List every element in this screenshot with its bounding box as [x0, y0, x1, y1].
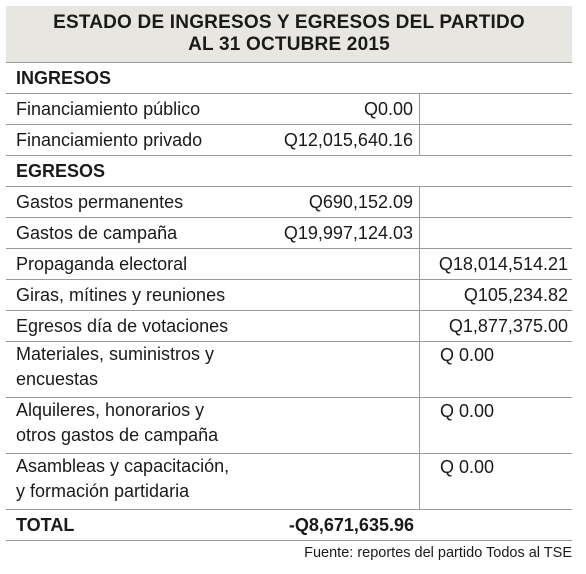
row-detail: Q 0.00 [440, 401, 495, 421]
row-detail: Q 0.00 [440, 345, 495, 365]
row-label-line-1: Materiales, suministros y [16, 344, 215, 364]
table-row [6, 249, 572, 280]
row-label-line-1: Asambleas y capacitación, [16, 456, 230, 476]
row-label-line-1: Alquileres, honorarios y [16, 400, 205, 420]
total-label: TOTAL [16, 514, 75, 535]
row-label [6, 454, 270, 509]
total-row [6, 510, 572, 541]
row-label-line-2: y formación partidaria [16, 481, 190, 501]
section-header-ingresos: INGRESOS [6, 63, 572, 94]
row-subtotal [270, 311, 420, 341]
total-right-cell [420, 510, 572, 540]
row-label [6, 342, 270, 397]
source-note: Fuente: reportes del partido Todos al TSE [304, 545, 572, 561]
row-label: Giras, mítines y reuniones [16, 285, 226, 305]
table-row [6, 218, 572, 249]
total-value: -Q8,671,635.96 [288, 514, 414, 535]
row-label: Gastos permanentes [16, 192, 184, 212]
row-detail [420, 125, 572, 155]
row-detail: Q18,014,514.21 [438, 253, 568, 274]
table-row [6, 398, 572, 454]
row-detail: Q105,234.82 [463, 284, 568, 305]
row-subtotal [270, 454, 420, 509]
row-subtotal: Q0.00 [270, 94, 420, 124]
financial-statement-table [6, 6, 572, 561]
row-label-line-2: encuestas [16, 369, 99, 389]
section-header-egresos: EGRESOS [6, 156, 572, 187]
title-line-1: ESTADO DE INGRESOS Y EGRESOS DEL PARTIDO [53, 12, 525, 33]
table-row [6, 187, 572, 218]
row-subtotal: Q19,997,124.03 [270, 218, 420, 248]
row-detail [420, 94, 572, 124]
row-label: Financiamiento privado [16, 130, 203, 150]
table-row [6, 280, 572, 311]
row-detail [420, 187, 572, 217]
row-subtotal [270, 398, 420, 453]
row-label: Egresos día de votaciones [16, 316, 229, 336]
table-row [6, 454, 572, 510]
row-label: Propaganda electoral [16, 254, 188, 274]
table-title [6, 6, 572, 63]
row-detail [420, 218, 572, 248]
table-row [6, 125, 572, 156]
row-label [6, 398, 270, 453]
row-subtotal [270, 249, 420, 279]
table-row [6, 94, 572, 125]
row-subtotal [270, 342, 420, 397]
row-label-line-2: otros gastos de campaña [16, 425, 219, 445]
row-detail: Q1,877,375.00 [448, 315, 568, 336]
row-subtotal: Q690,152.09 [270, 187, 420, 217]
table-row [6, 311, 572, 342]
title-line-2: AL 31 OCTUBRE 2015 [188, 34, 390, 55]
row-subtotal: Q12,015,640.16 [270, 125, 420, 155]
row-label: Financiamiento público [16, 99, 201, 119]
row-subtotal [270, 280, 420, 310]
row-detail: Q 0.00 [440, 457, 495, 477]
table-row [6, 342, 572, 398]
row-label: Gastos de campaña [16, 223, 178, 243]
